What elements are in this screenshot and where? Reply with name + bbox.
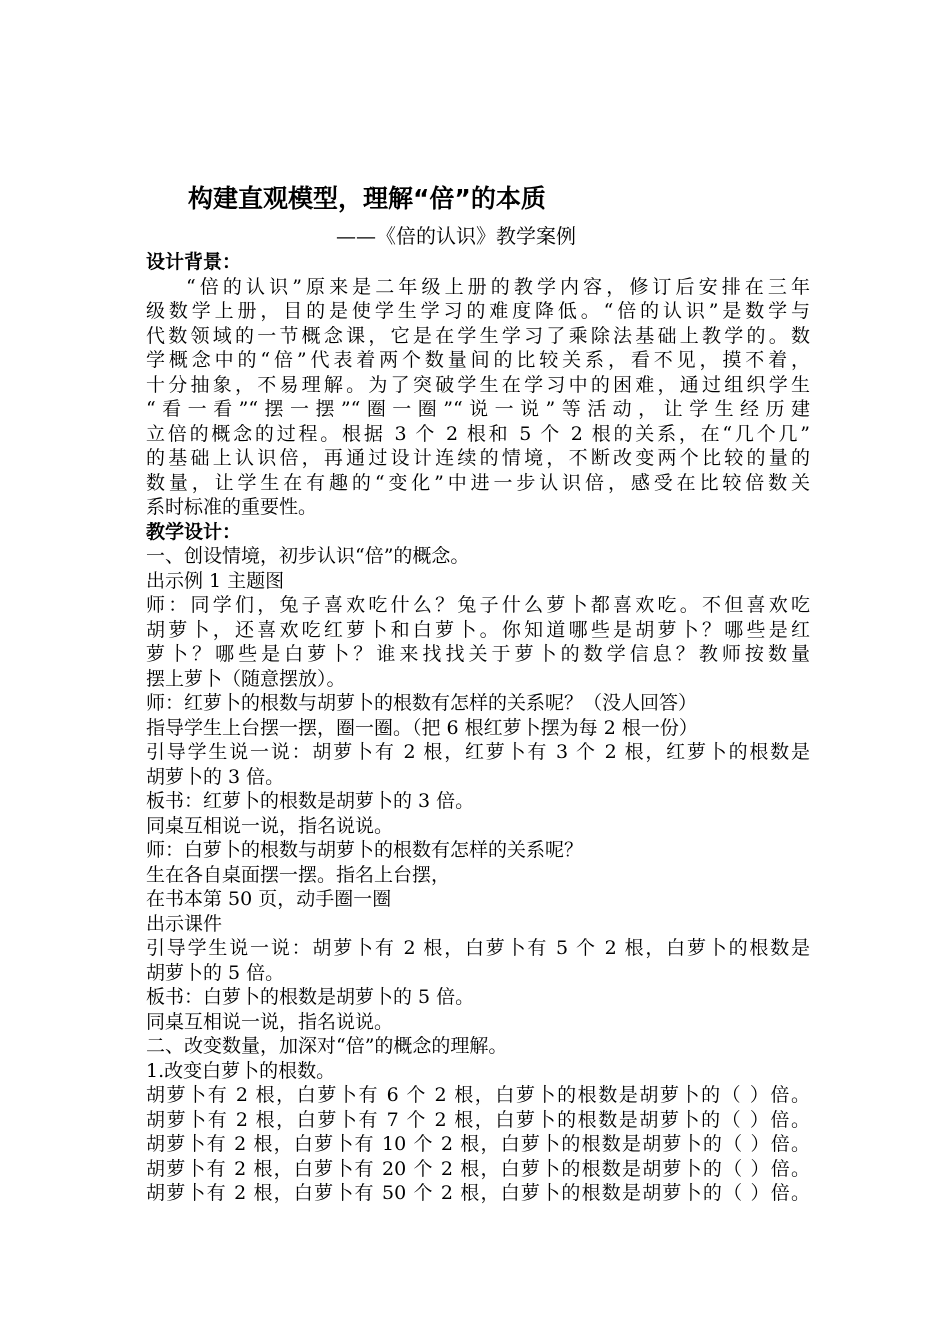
body-text-line: “倍的认识”原来是二年级上册的教学内容，修订后安排在三年 [186, 275, 810, 298]
body-text-line: 师：同学们，兔子喜欢吃什么？兔子什么萝卜都喜欢吃。不但喜欢吃 [146, 594, 810, 616]
body-text-line: 二、改变数量，加深对“倍”的概念的理解。 [146, 1035, 508, 1057]
body-text-line: 胡萝卜有 2 根，白萝卜有 10 个 2 根，白萝卜的根数是胡萝卜的（ ）倍。 [146, 1133, 810, 1155]
body-text-line: 胡萝卜有 2 根，白萝卜有 7 个 2 根，白萝卜的根数是胡萝卜的（ ）倍。 [146, 1108, 810, 1131]
body-text-line: 系时标准的重要性。 [146, 496, 318, 518]
document-subtitle: ——《倍的认识》教学案例 [336, 224, 576, 248]
document-title: 构建直观模型，理解“倍”的本质 [188, 184, 546, 213]
body-text-line: 萝卜？哪些是白萝卜？谁来找找关于萝卜的数学信息？教师按数量 [146, 643, 810, 665]
body-text-line: 一、创设情境，初步认识“倍”的概念。 [146, 545, 470, 567]
body-text-line: 在书本第 50 页，动手圈一圈 [146, 888, 392, 910]
body-text-line: 摆上萝卜（随意摆放）。 [146, 667, 346, 690]
body-text-line: 引导学生说一说：胡萝卜有 2 根，白萝卜有 5 个 2 根，白萝卜的根数是 [146, 937, 810, 959]
body-text-line: 指导学生上台摆一摆，圈一圈。（把 6 根红萝卜摆为每 2 根一份） [146, 716, 698, 739]
body-text-line: 胡萝卜，还喜欢吃红萝卜和白萝卜。你知道哪些是胡萝卜？哪些是红 [146, 618, 810, 641]
body-text-line: 同桌互相说一说，指名说说。 [146, 1010, 394, 1033]
section-heading: 教学设计： [146, 520, 242, 543]
body-text-line: 出示例 1 主题图 [146, 569, 285, 592]
body-text-line: 出示课件 [146, 912, 223, 935]
body-text-line: 代数领域的一节概念课，它是在学生学习了乘除法基础上教学的。数 [146, 324, 810, 347]
body-text-line: 引导学生说一说：胡萝卜有 2 根，红萝卜有 3 个 2 根，红萝卜的根数是 [146, 741, 810, 763]
body-text-line: 立倍的概念的过程。根据 3 个 2 根和 5 个 2 根的关系，在“几个几” [146, 422, 810, 445]
body-text-line: 生在各自桌面摆一摆。指名上台摆， [146, 863, 451, 886]
body-text-line: 板书：红萝卜的根数是胡萝卜的 3 倍。 [146, 790, 475, 812]
body-text-line: 师：红萝卜的根数与胡萝卜的根数有怎样的关系呢？（没人回答） [146, 692, 698, 714]
body-text-line: 胡萝卜有 2 根，白萝卜有 20 个 2 根，白萝卜的根数是胡萝卜的（ ）倍。 [146, 1157, 810, 1180]
body-text-line: 学概念中的“倍”代表着两个数量间的比较关系，看不见，摸不着， [146, 349, 810, 371]
body-text-line: 胡萝卜的 5 倍。 [146, 961, 285, 984]
body-text-line: 十分抽象，不易理解。为了突破学生在学习中的困难，通过组织学生 [146, 373, 810, 396]
body-text-line: 级数学上册，目的是使学生学习的难度降低。“倍的认识”是数学与 [146, 300, 810, 322]
body-text-line: 1.改变白萝卜的根数。 [146, 1059, 336, 1082]
body-text-line: 胡萝卜的 3 倍。 [146, 765, 285, 788]
section-heading: 设计背景： [146, 251, 242, 273]
body-text-line: 胡萝卜有 2 根，白萝卜有 50 个 2 根，白萝卜的根数是胡萝卜的（ ）倍。 [146, 1182, 810, 1204]
body-text-line: 板书：白萝卜的根数是胡萝卜的 5 倍。 [146, 986, 475, 1008]
document-body [146, 250, 810, 1206]
body-text-line: 的基础上认识倍，再通过设计连续的情境，不断改变两个比较的量的 [146, 447, 810, 469]
body-text-line: “看一看”“摆一摆”“圈一圈”“说一说”等活动，让学生经历建 [146, 398, 810, 420]
body-text-line: 胡萝卜有 2 根，白萝卜有 6 个 2 根，白萝卜的根数是胡萝卜的（ ）倍。 [146, 1084, 810, 1106]
body-text-line: 同桌互相说一说，指名说说。 [146, 814, 394, 837]
body-text-line: 数量，让学生在有趣的“变化”中进一步认识倍，感受在比较倍数关 [146, 471, 810, 494]
body-text-line: 师：白萝卜的根数与胡萝卜的根数有怎样的关系呢？ [146, 839, 584, 861]
